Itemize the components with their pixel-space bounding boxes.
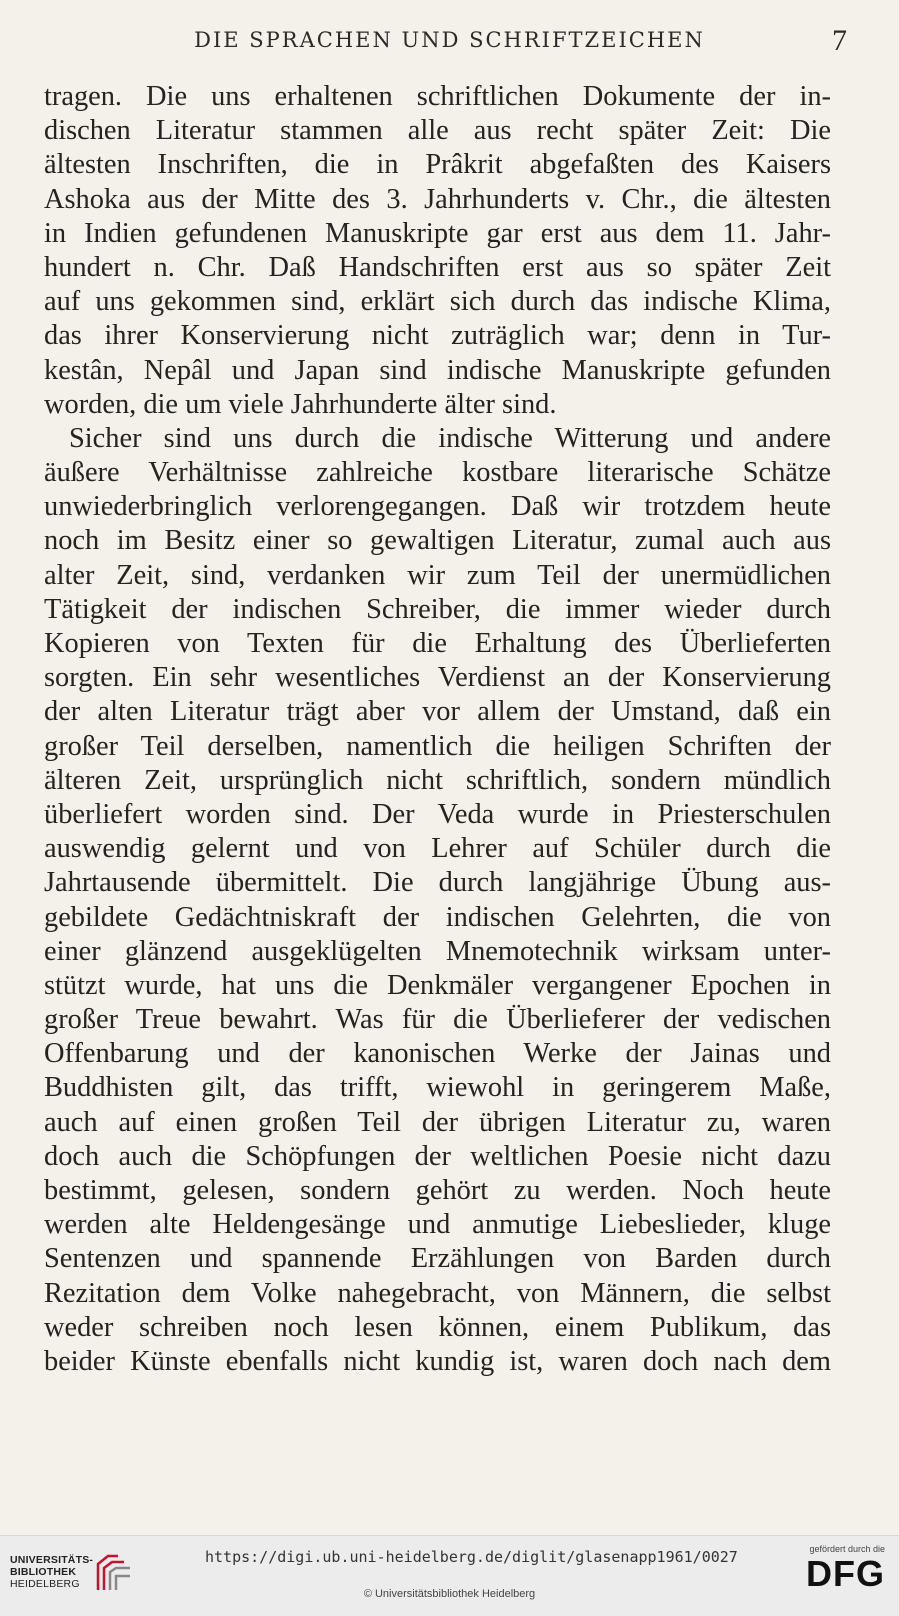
funder-block[interactable] xyxy=(775,1544,885,1595)
funder-caption: gefördert durch die xyxy=(809,1544,885,1554)
running-header: DIE SPRACHEN UND SCHRIFTZEICHEN xyxy=(194,28,705,52)
text-line: auf uns gekommen sind, erklärt sich durch das indische Klima, xyxy=(44,286,831,318)
text-line: Ashoka aus der Mitte des 3. Jahrhunderts v. Chr., die ältesten xyxy=(44,183,831,215)
body-text xyxy=(44,80,831,1379)
text-line: der alten Literatur trägt aber vor allem der Umstand, daß ein xyxy=(44,696,831,728)
library-name-line2: BIBLIOTHEK xyxy=(10,1566,77,1578)
text-line: Tätigkeit der indischen Schreiber, die immer wieder durch xyxy=(44,593,831,625)
permalink-url[interactable]: https://digi.ub.uni-heidelberg.de/diglit/glasenapp1961/0027 xyxy=(205,1548,738,1566)
text-line: werden alte Heldengesänge und anmutige Liebeslieder, kluge xyxy=(44,1209,831,1241)
text-line: Jahrtausende übermittelt. Die durch langjährige Übung aus- xyxy=(44,867,831,899)
text-line: gebildete Gedächtniskraft der indischen Gelehrten, die von xyxy=(44,901,831,933)
text-line: Sicher sind uns durch die indische Witterung und andere xyxy=(69,422,831,454)
text-line: Kopieren von Texten für die Erhaltung des Überlieferten xyxy=(44,628,831,659)
text-line: Offenbarung und der kanonischen Werke der Jainas und xyxy=(44,1038,831,1070)
footer-bar xyxy=(0,1535,899,1616)
library-name-line3: HEIDELBERG xyxy=(10,1578,80,1590)
text-line: kestân, Nepâl und Japan sind indische Manuskripte gefunden xyxy=(44,354,831,386)
text-line: beider Künste ebenfalls nicht kundig ist, waren doch nach dem xyxy=(44,1345,831,1377)
text-line: in Indien gefundenen Manuskripte gar erst aus dem 11. Jahr- xyxy=(44,217,831,249)
text-line: das ihrer Konservierung nicht zuträglich war; denn in Tur- xyxy=(44,320,831,352)
text-line: worden, die um viele Jahrhunderte älter sind. xyxy=(44,388,557,420)
dfg-logo-icon xyxy=(799,1556,885,1590)
text-line: dischen Literatur stammen alle aus recht später Zeit: Die xyxy=(44,115,831,147)
text-line: älteren Zeit, ursprünglich nicht schriftlich, sondern mündlich xyxy=(44,764,831,796)
text-line: äußere Verhältnisse zahlreiche kostbare literarische Schätze xyxy=(44,457,831,489)
copyright-notice: © Universitätsbibliothek Heidelberg xyxy=(363,1588,536,1600)
text-line: noch im Besitz einer so gewaltigen Literatur, zumal auch aus xyxy=(44,525,831,557)
text-line: großer Treue bewahrt. Was für die Überlieferer der vedischen xyxy=(44,1004,831,1036)
text-line: Buddhisten gilt, das trifft, wiewohl in geringerem Maße, xyxy=(44,1072,831,1104)
text-line: Rezitation dem Volke nahegebracht, von Männern, die selbst xyxy=(44,1277,831,1309)
text-line: ältesten Inschriften, die in Prâkrit abgefaßten des Kaisers xyxy=(44,149,831,181)
text-line: weder schreiben noch lesen können, einem Publikum, das xyxy=(44,1311,831,1343)
text-line: hundert n. Chr. Daß Handschriften erst aus so später Zeit xyxy=(44,251,831,283)
text-line: alter Zeit, sind, verdanken wir zum Teil der unermüdlichen xyxy=(44,559,831,591)
text-line: großer Teil derselben, namentlich die heiligen Schriften der xyxy=(44,730,831,762)
text-line: sorgten. Ein sehr wesentliches Verdienst an der Konservierung xyxy=(44,662,831,694)
page-number: 7 xyxy=(832,24,847,57)
text-line: tragen. Die uns erhaltenen schriftlichen Dokumente der in- xyxy=(44,81,831,112)
library-name xyxy=(10,1554,93,1590)
text-line: einer glänzend ausgeklügelten Mnemotechnik wirksam unter- xyxy=(44,935,831,967)
text-line: doch auch die Schöpfungen der weltlichen Poesie nicht dazu xyxy=(44,1140,831,1172)
library-name-line1: UNIVERSITÄTS- xyxy=(10,1554,94,1566)
text-line: auch auf einen großen Teil der übrigen Literatur zu, waren xyxy=(44,1106,831,1138)
text-line: auswendig gelernt und von Lehrer auf Schüler durch die xyxy=(44,833,831,865)
text-line: Sentenzen und spannende Erzählungen von Barden durch xyxy=(44,1243,831,1275)
text-line: bestimmt, gelesen, sondern gehört zu werden. Noch heute xyxy=(44,1175,831,1206)
text-line: überliefert worden sind. Der Veda wurde in Priesterschulen xyxy=(44,798,831,830)
text-line: stützt wurde, hat uns die Denkmäler vergangener Epochen in xyxy=(44,969,831,1001)
dfg-logo-text: DFG xyxy=(806,1556,885,1590)
text-line: unwiederbringlich verlorengegangen. Daß wir trotzdem heute xyxy=(44,491,831,523)
